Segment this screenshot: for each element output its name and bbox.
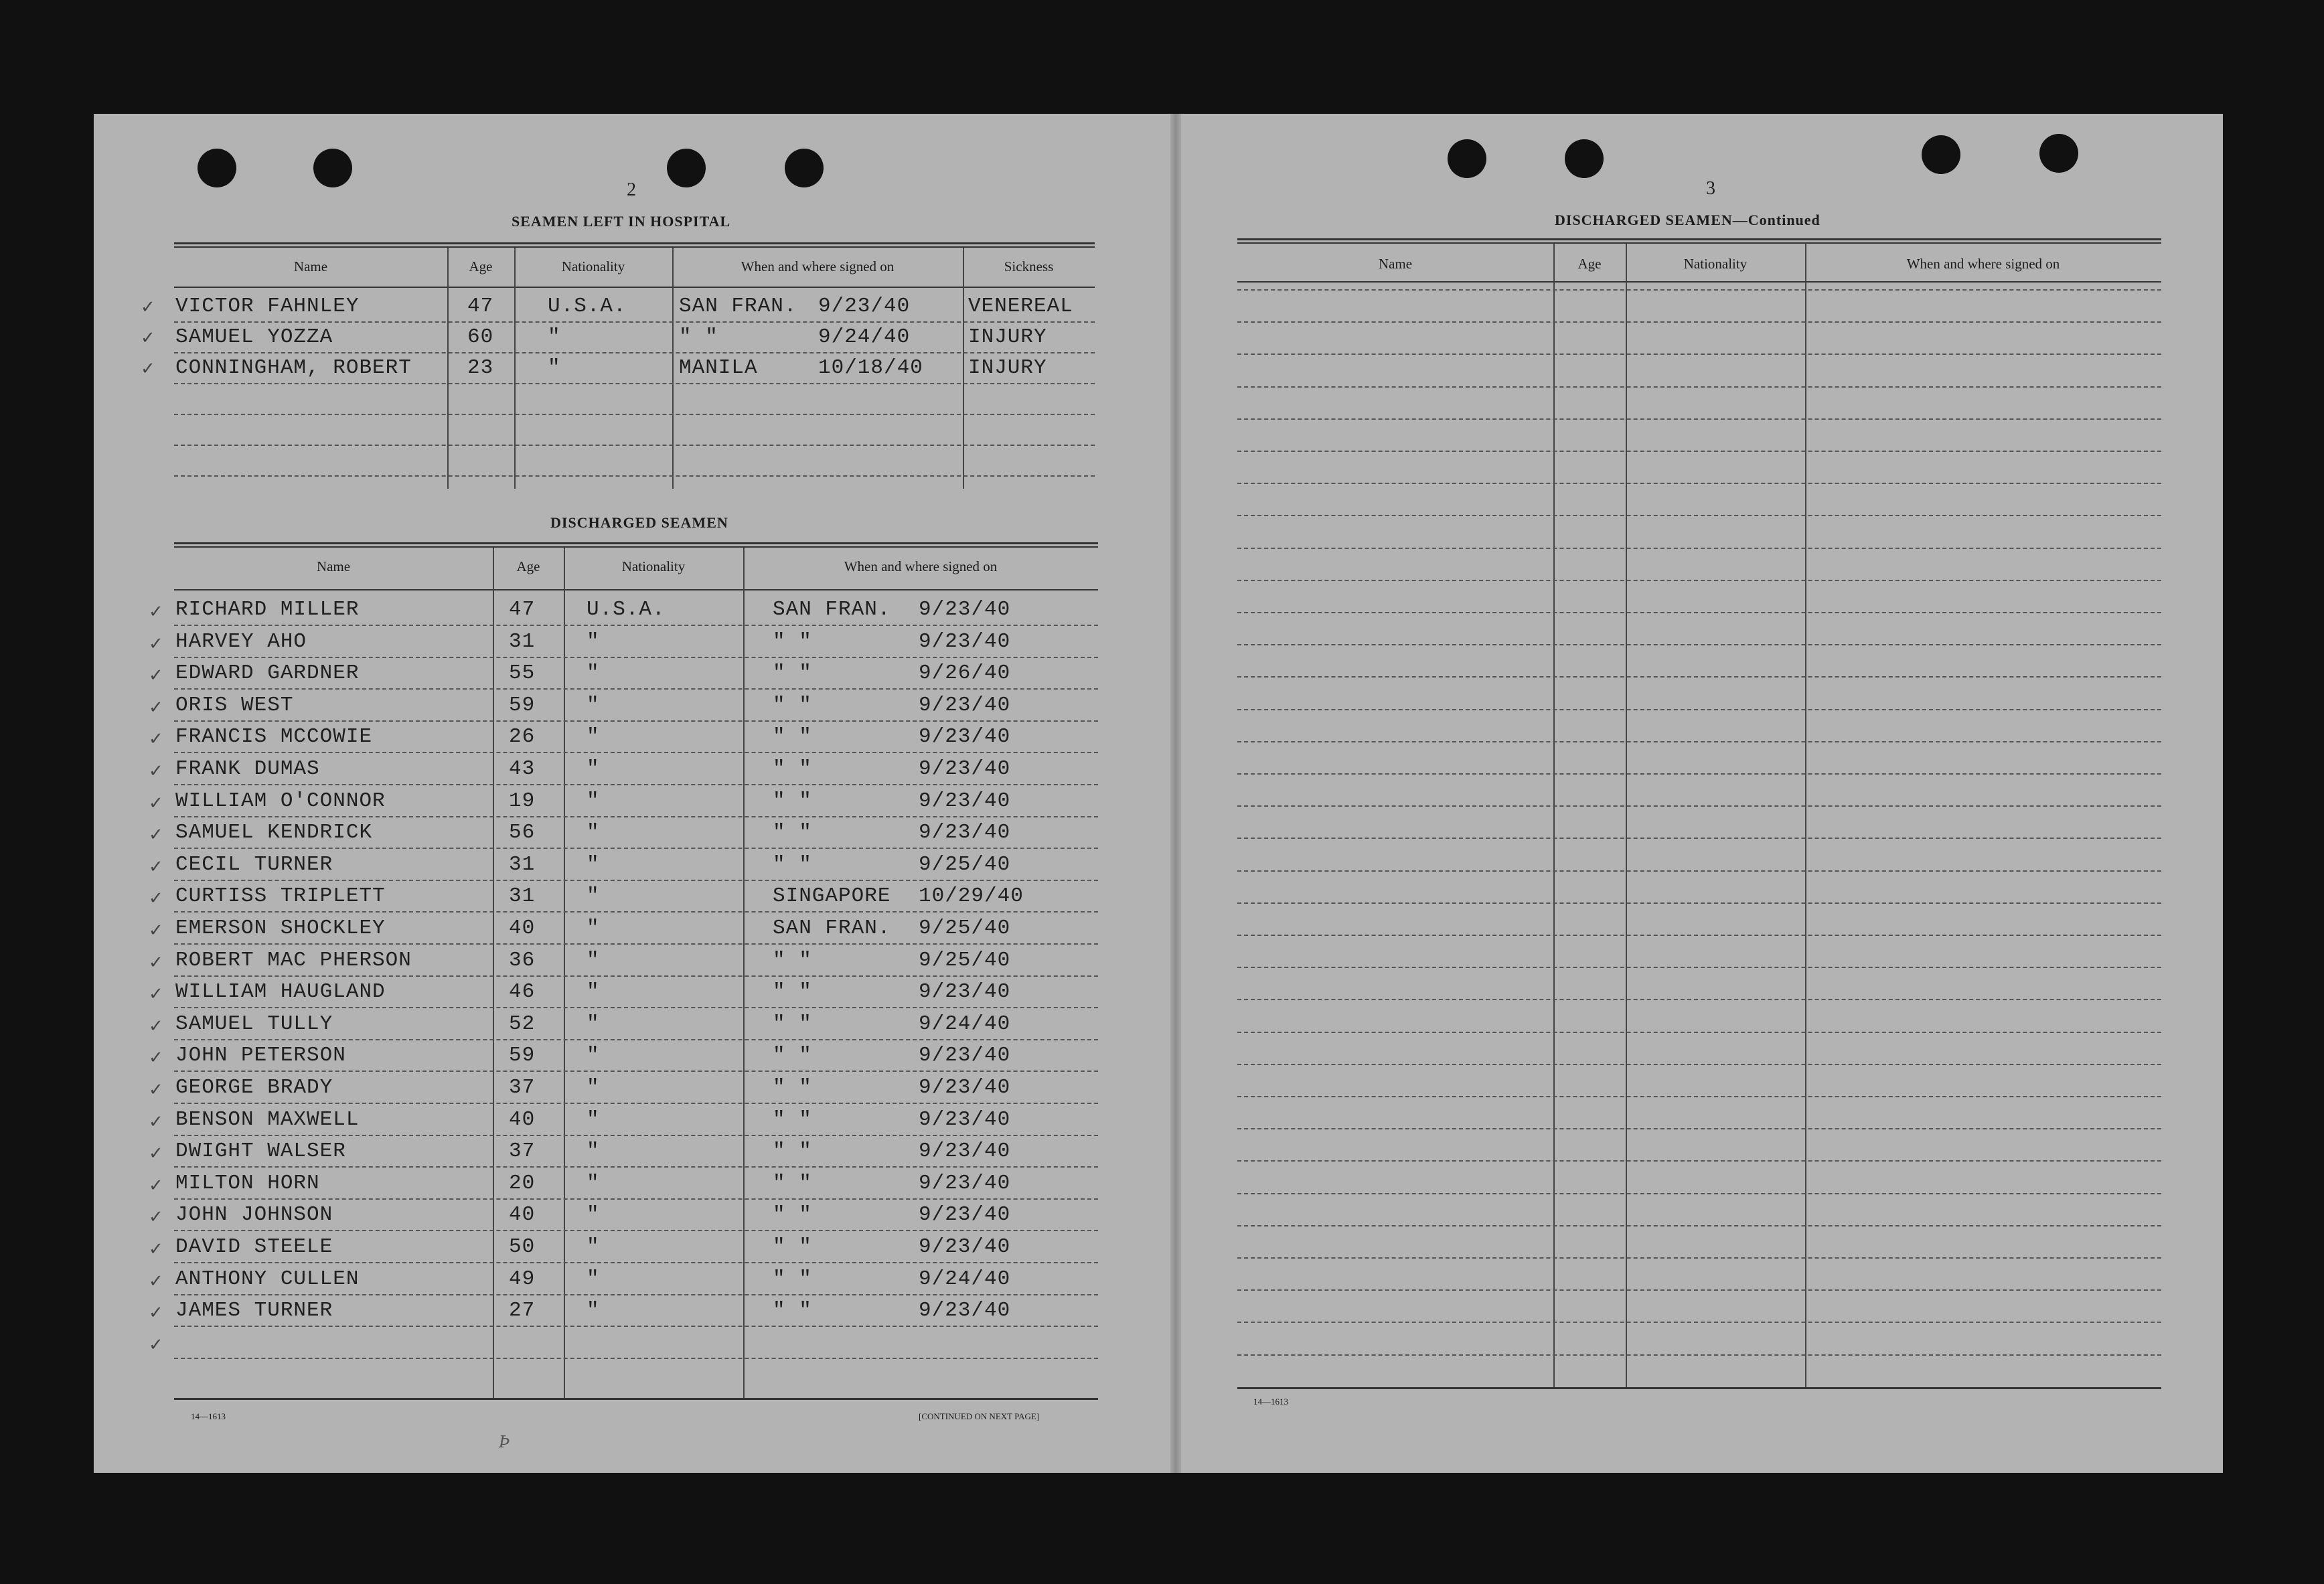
discharged-signed-date: 9/24/40: [919, 1267, 1011, 1291]
table-top-rule: [174, 546, 1098, 548]
hospital-age: 23: [467, 356, 494, 380]
discharged-signed-date: 9/26/40: [919, 661, 1011, 685]
hospital-nationality: ": [548, 356, 561, 380]
discharged-signed-place: " ": [773, 661, 812, 685]
check-mark: ✓: [149, 1080, 163, 1100]
row-rule: [1237, 1289, 2161, 1291]
check-mark: ✓: [149, 1239, 163, 1259]
row-rule: [1237, 805, 2161, 807]
check-mark: ✓: [149, 953, 163, 973]
discharged-signed-place: " ": [773, 1044, 812, 1067]
discharged-signed-place: SAN FRAN.: [773, 598, 891, 621]
col-header-when-where: When and where signed on: [1906, 256, 2060, 272]
discharged-signed-place: " ": [773, 1108, 812, 1131]
row-rule: [1237, 1354, 2161, 1356]
discharged-nationality: U.S.A.: [587, 598, 666, 621]
row-rule: [1237, 1096, 2161, 1097]
check-mark: ✓: [149, 921, 163, 941]
discharged-signed-place: SAN FRAN.: [773, 917, 891, 940]
discharged-nationality: ": [587, 1235, 600, 1259]
discharged-nationality: ": [587, 1139, 600, 1163]
discharged-name: HARVEY AHO: [175, 630, 307, 653]
discharged-name: FRANCIS MCCOWIE: [175, 725, 373, 748]
discharged-name: DAVID STEELE: [175, 1235, 333, 1259]
check-mark: ✓: [149, 665, 163, 686]
row-rule: [1237, 1225, 2161, 1226]
discharged-name: SAMUEL KENDRICK: [175, 821, 373, 844]
discharged-signed-date: 9/23/40: [919, 1108, 1011, 1131]
row-rule: [174, 414, 1095, 415]
discharged-signed-date: 9/23/40: [919, 1044, 1011, 1067]
row-rule: [1237, 935, 2161, 936]
row-rule: [174, 1166, 1098, 1168]
discharged-name: RICHARD MILLER: [175, 598, 360, 621]
discharged-name: BENSON MAXWELL: [175, 1108, 360, 1131]
discharged-name: SAMUEL TULLY: [175, 1012, 333, 1036]
punch-hole: [1448, 139, 1486, 178]
discharged-signed-place: SINGAPORE: [773, 884, 891, 908]
discharged-signed-place: " ": [773, 1172, 812, 1195]
discharged-signed-place: " ": [773, 1203, 812, 1226]
check-mark: ✓: [149, 698, 163, 718]
check-mark: ✓: [149, 984, 163, 1004]
discharged-name: CURTISS TRIPLETT: [175, 884, 386, 908]
discharged-nationality: ": [587, 853, 600, 876]
discharged-signed-place: " ": [773, 630, 812, 653]
row-rule: [1237, 838, 2161, 839]
discharged-signed-date: 9/23/40: [919, 1172, 1011, 1195]
row-rule: [174, 848, 1098, 849]
hospital-name: VICTOR FAHNLEY: [175, 295, 360, 318]
row-rule: [174, 911, 1098, 913]
hospital-name: SAMUEL YOZZA: [175, 325, 333, 349]
discharged-signed-place: " ": [773, 694, 812, 717]
discharged-nationality: ": [587, 789, 600, 813]
discharged-signed-place: " ": [773, 980, 812, 1004]
discharged-signed-place: " ": [773, 1267, 812, 1291]
discharged-nationality: ": [587, 1172, 600, 1195]
hospital-age: 60: [467, 325, 494, 349]
column-divider: [743, 548, 745, 1398]
row-rule: [174, 975, 1098, 977]
discharged-nationality: ": [587, 949, 600, 972]
check-mark: ✓: [149, 1176, 163, 1196]
row-rule: [174, 1135, 1098, 1136]
discharged-nationality: ": [587, 821, 600, 844]
row-rule: [174, 383, 1095, 384]
col-header-name: Name: [316, 558, 351, 574]
scanned-document-sheet: [94, 114, 2223, 1473]
row-rule: [1237, 353, 2161, 355]
discharged-nationality: ": [587, 725, 600, 748]
row-rule: [1237, 515, 2161, 516]
check-mark: ✓: [149, 825, 163, 845]
hospital-signed-date: 10/18/40: [818, 356, 923, 380]
column-divider: [1553, 244, 1555, 1387]
row-rule: [1237, 1257, 2161, 1259]
discharged-signed-date: 9/25/40: [919, 917, 1011, 940]
row-rule: [174, 784, 1098, 785]
check-mark: ✓: [149, 1303, 163, 1323]
check-mark: ✓: [149, 1016, 163, 1036]
discharged-name: JOHN JOHNSON: [175, 1203, 333, 1226]
row-rule: [174, 1039, 1098, 1040]
discharged-age: 47: [509, 598, 536, 621]
check-mark: ✓: [149, 1335, 163, 1355]
discharged-nationality: ": [587, 884, 600, 908]
check-mark: ✓: [149, 634, 163, 654]
row-rule: [1237, 548, 2161, 549]
col-header-when-where: When and where signed on: [741, 258, 895, 274]
row-rule: [1237, 1032, 2161, 1033]
discharged-signed-date: 9/23/40: [919, 980, 1011, 1004]
row-rule: [1237, 289, 2161, 291]
page-number-left: 2: [627, 179, 636, 200]
table-top-rule: [1237, 242, 2161, 244]
pencil-initials: Ϸ: [499, 1433, 510, 1451]
row-rule: [1237, 709, 2161, 710]
hospital-sickness: VENEREAL: [968, 295, 1073, 318]
discharged-signed-date: 9/23/40: [919, 1139, 1011, 1163]
row-rule: [1237, 483, 2161, 484]
row-rule: [1237, 644, 2161, 645]
discharged-name: WILLIAM O'CONNOR: [175, 789, 386, 813]
discharged-signed-place: " ": [773, 949, 812, 972]
discharged-name: EDWARD GARDNER: [175, 661, 360, 685]
check-mark: ✓: [149, 1143, 163, 1164]
row-rule: [1237, 386, 2161, 388]
discharged-signed-date: 9/23/40: [919, 821, 1011, 844]
row-rule: [174, 1007, 1098, 1008]
punch-hole: [1922, 135, 1960, 174]
col-header-age: Age: [516, 558, 540, 574]
row-rule: [1237, 1322, 2161, 1323]
discharged-name: ORIS WEST: [175, 694, 294, 717]
row-rule: [174, 1198, 1098, 1200]
row-rule: [174, 816, 1098, 817]
discharged-signed-place: " ": [773, 1299, 812, 1322]
form-number-right: 14—1613: [1253, 1397, 1288, 1407]
discharged-nationality: ": [587, 980, 600, 1004]
row-rule: [174, 943, 1098, 945]
check-mark: ✓: [149, 1207, 163, 1227]
check-mark: ✓: [149, 793, 163, 813]
discharged-signed-place: " ": [773, 757, 812, 781]
discharged-signed-date: 9/25/40: [919, 949, 1011, 972]
check-mark: ✓: [141, 359, 155, 379]
punch-hole: [785, 149, 824, 187]
discharged-section-title: DISCHARGED SEAMEN: [550, 514, 728, 531]
row-rule: [1237, 580, 2161, 581]
row-rule: [1237, 612, 2161, 613]
hospital-signed-date: 9/24/40: [818, 325, 911, 349]
row-rule: [1237, 676, 2161, 678]
discharged-nationality: ": [587, 1012, 600, 1036]
discharged-name: JAMES TURNER: [175, 1299, 333, 1322]
header-rule: [174, 589, 1098, 590]
hospital-section-title: SEAMEN LEFT IN HOSPITAL: [512, 213, 731, 230]
row-rule: [174, 1230, 1098, 1231]
row-rule: [1237, 1193, 2161, 1194]
discharged-age: 55: [509, 661, 536, 685]
check-mark: ✓: [149, 888, 163, 908]
check-mark: ✓: [149, 1112, 163, 1132]
discharged-signed-date: 9/23/40: [919, 1203, 1011, 1226]
col-header-name: Name: [293, 258, 328, 274]
row-rule: [1237, 967, 2161, 968]
hospital-signed-place: " ": [679, 325, 718, 349]
discharged-signed-date: 9/25/40: [919, 853, 1011, 876]
discharged-signed-date: 9/23/40: [919, 1076, 1011, 1099]
discharged-name: CECIL TURNER: [175, 853, 333, 876]
row-rule: [174, 657, 1098, 658]
column-divider: [493, 548, 494, 1398]
discharged-age: 49: [509, 1267, 536, 1291]
discharged-name: JOHN PETERSON: [175, 1044, 346, 1067]
col-header-age: Age: [1577, 256, 1602, 272]
row-rule: [174, 1358, 1098, 1359]
table-top-rule: [174, 246, 1095, 248]
discharged-nationality: ": [587, 1299, 600, 1322]
discharged-nationality: ": [587, 1044, 600, 1067]
punch-hole: [313, 149, 352, 187]
page-number-right: 3: [1706, 178, 1715, 199]
row-rule: [1237, 902, 2161, 904]
row-rule: [174, 752, 1098, 753]
row-rule: [174, 475, 1095, 477]
row-rule: [174, 445, 1095, 446]
row-rule: [174, 1103, 1098, 1104]
discharged-signed-place: " ": [773, 1012, 812, 1036]
row-rule: [1237, 999, 2161, 1000]
check-mark: ✓: [149, 1271, 163, 1291]
row-rule: [1237, 451, 2161, 452]
form-number-left: 14—1613: [191, 1411, 226, 1421]
discharged-age: 31: [509, 884, 536, 908]
check-mark: ✓: [141, 328, 155, 348]
discharged-signed-date: 9/23/40: [919, 1299, 1011, 1322]
page-fold: [1170, 114, 1181, 1473]
discharged-age: 40: [509, 917, 536, 940]
discharged-age: 40: [509, 1108, 536, 1131]
discharged-age: 26: [509, 725, 536, 748]
column-divider: [963, 248, 964, 489]
row-rule: [174, 352, 1095, 353]
discharged-signed-place: " ": [773, 725, 812, 748]
discharged-name: MILTON HORN: [175, 1172, 320, 1195]
row-rule: [174, 688, 1098, 690]
column-divider: [447, 248, 449, 489]
col-header-nationality: Nationality: [1683, 256, 1748, 272]
check-mark: ✓: [149, 857, 163, 877]
col-header-when-where: When and where signed on: [844, 558, 998, 574]
table-top-rule: [174, 542, 1098, 544]
discharged-age: 37: [509, 1076, 536, 1099]
col-header-name: Name: [1378, 256, 1413, 272]
check-mark: ✓: [149, 761, 163, 781]
row-rule: [174, 1071, 1098, 1072]
discharged-age: 59: [509, 694, 536, 717]
discharged-age: 20: [509, 1172, 536, 1195]
discharged-nationality: ": [587, 1203, 600, 1226]
discharged-name: ANTHONY CULLEN: [175, 1267, 360, 1291]
discharged-age: 43: [509, 757, 536, 781]
table-bottom-rule: [174, 1398, 1098, 1400]
row-rule: [1237, 741, 2161, 742]
row-rule: [174, 625, 1098, 626]
discharged-nationality: ": [587, 661, 600, 685]
row-rule: [1237, 773, 2161, 775]
discharged-nationality: ": [587, 1076, 600, 1099]
discharged-age: 56: [509, 821, 536, 844]
discharged-name: FRANK DUMAS: [175, 757, 320, 781]
discharged-signed-date: 9/23/40: [919, 725, 1011, 748]
discharged-signed-date: 10/29/40: [919, 884, 1024, 908]
discharged-age: 40: [509, 1203, 536, 1226]
table-top-rule: [1237, 238, 2161, 240]
row-rule: [174, 720, 1098, 722]
row-rule: [1237, 1128, 2161, 1129]
header-rule: [1237, 281, 2161, 283]
table-bottom-rule: [1237, 1387, 2161, 1389]
table-top-rule: [174, 242, 1095, 244]
hospital-nationality: U.S.A.: [548, 295, 627, 318]
discharged-signed-date: 9/23/40: [919, 789, 1011, 813]
discharged-name: DWIGHT WALSER: [175, 1139, 346, 1163]
hospital-nationality: ": [548, 325, 561, 349]
discharged-signed-place: " ": [773, 1139, 812, 1163]
punch-hole: [2039, 134, 2078, 173]
column-divider: [1626, 244, 1627, 1387]
row-rule: [1237, 418, 2161, 420]
discharged-age: 31: [509, 630, 536, 653]
punch-hole: [1565, 139, 1604, 178]
discharged-age: 52: [509, 1012, 536, 1036]
hospital-signed-place: SAN FRAN.: [679, 295, 797, 318]
hospital-signed-date: 9/23/40: [818, 295, 911, 318]
hospital-age: 47: [467, 295, 494, 318]
check-mark: ✓: [149, 729, 163, 749]
column-divider: [514, 248, 516, 489]
punch-hole: [667, 149, 706, 187]
discharged-age: 59: [509, 1044, 536, 1067]
discharged-nationality: ": [587, 630, 600, 653]
row-rule: [1237, 1160, 2161, 1162]
discharged-nationality: ": [587, 757, 600, 781]
row-rule: [174, 1326, 1098, 1327]
discharged-nationality: ": [587, 1108, 600, 1131]
continued-section-title: DISCHARGED SEAMEN—Continued: [1555, 212, 1821, 228]
check-mark: ✓: [141, 297, 155, 317]
row-rule: [174, 880, 1098, 881]
discharged-age: 31: [509, 853, 536, 876]
row-rule: [1237, 870, 2161, 872]
discharged-signed-place: " ": [773, 1235, 812, 1259]
header-rule: [174, 287, 1095, 288]
discharged-signed-date: 9/23/40: [919, 757, 1011, 781]
discharged-age: 46: [509, 980, 536, 1004]
discharged-signed-date: 9/23/40: [919, 1235, 1011, 1259]
hospital-sickness: INJURY: [968, 325, 1047, 349]
col-header-nationality: Nationality: [621, 558, 686, 574]
discharged-signed-date: 9/23/40: [919, 694, 1011, 717]
row-rule: [174, 321, 1095, 323]
discharged-signed-place: " ": [773, 821, 812, 844]
row-rule: [174, 1262, 1098, 1263]
col-header-nationality: Nationality: [561, 258, 625, 274]
discharged-signed-place: " ": [773, 1076, 812, 1099]
punch-hole: [198, 149, 236, 187]
discharged-name: GEORGE BRADY: [175, 1076, 333, 1099]
column-divider: [1805, 244, 1806, 1387]
row-rule: [1237, 321, 2161, 323]
discharged-nationality: ": [587, 694, 600, 717]
discharged-signed-place: " ": [773, 853, 812, 876]
hospital-name: CONNINGHAM, ROBERT: [175, 356, 412, 380]
check-mark: ✓: [149, 1048, 163, 1068]
discharged-signed-place: " ": [773, 789, 812, 813]
discharged-age: 50: [509, 1235, 536, 1259]
hospital-sickness: INJURY: [968, 356, 1047, 380]
discharged-nationality: ": [587, 917, 600, 940]
hospital-signed-place: MANILA: [679, 356, 758, 380]
discharged-age: 37: [509, 1139, 536, 1163]
discharged-age: 19: [509, 789, 536, 813]
col-header-sickness: Sickness: [1004, 258, 1054, 274]
discharged-age: 27: [509, 1299, 536, 1322]
discharged-name: WILLIAM HAUGLAND: [175, 980, 386, 1004]
discharged-name: EMERSON SHOCKLEY: [175, 917, 386, 940]
discharged-signed-date: 9/23/40: [919, 630, 1011, 653]
continued-note: [CONTINUED ON NEXT PAGE]: [919, 1411, 1040, 1421]
discharged-signed-date: 9/23/40: [919, 598, 1011, 621]
row-rule: [1237, 1064, 2161, 1065]
column-divider: [564, 548, 565, 1398]
discharged-name: ROBERT MAC PHERSON: [175, 949, 412, 972]
row-rule: [174, 1294, 1098, 1295]
col-header-age: Age: [469, 258, 493, 274]
column-divider: [672, 248, 674, 489]
discharged-nationality: ": [587, 1267, 600, 1291]
discharged-age: 36: [509, 949, 536, 972]
check-mark: ✓: [149, 602, 163, 622]
discharged-signed-date: 9/24/40: [919, 1012, 1011, 1036]
